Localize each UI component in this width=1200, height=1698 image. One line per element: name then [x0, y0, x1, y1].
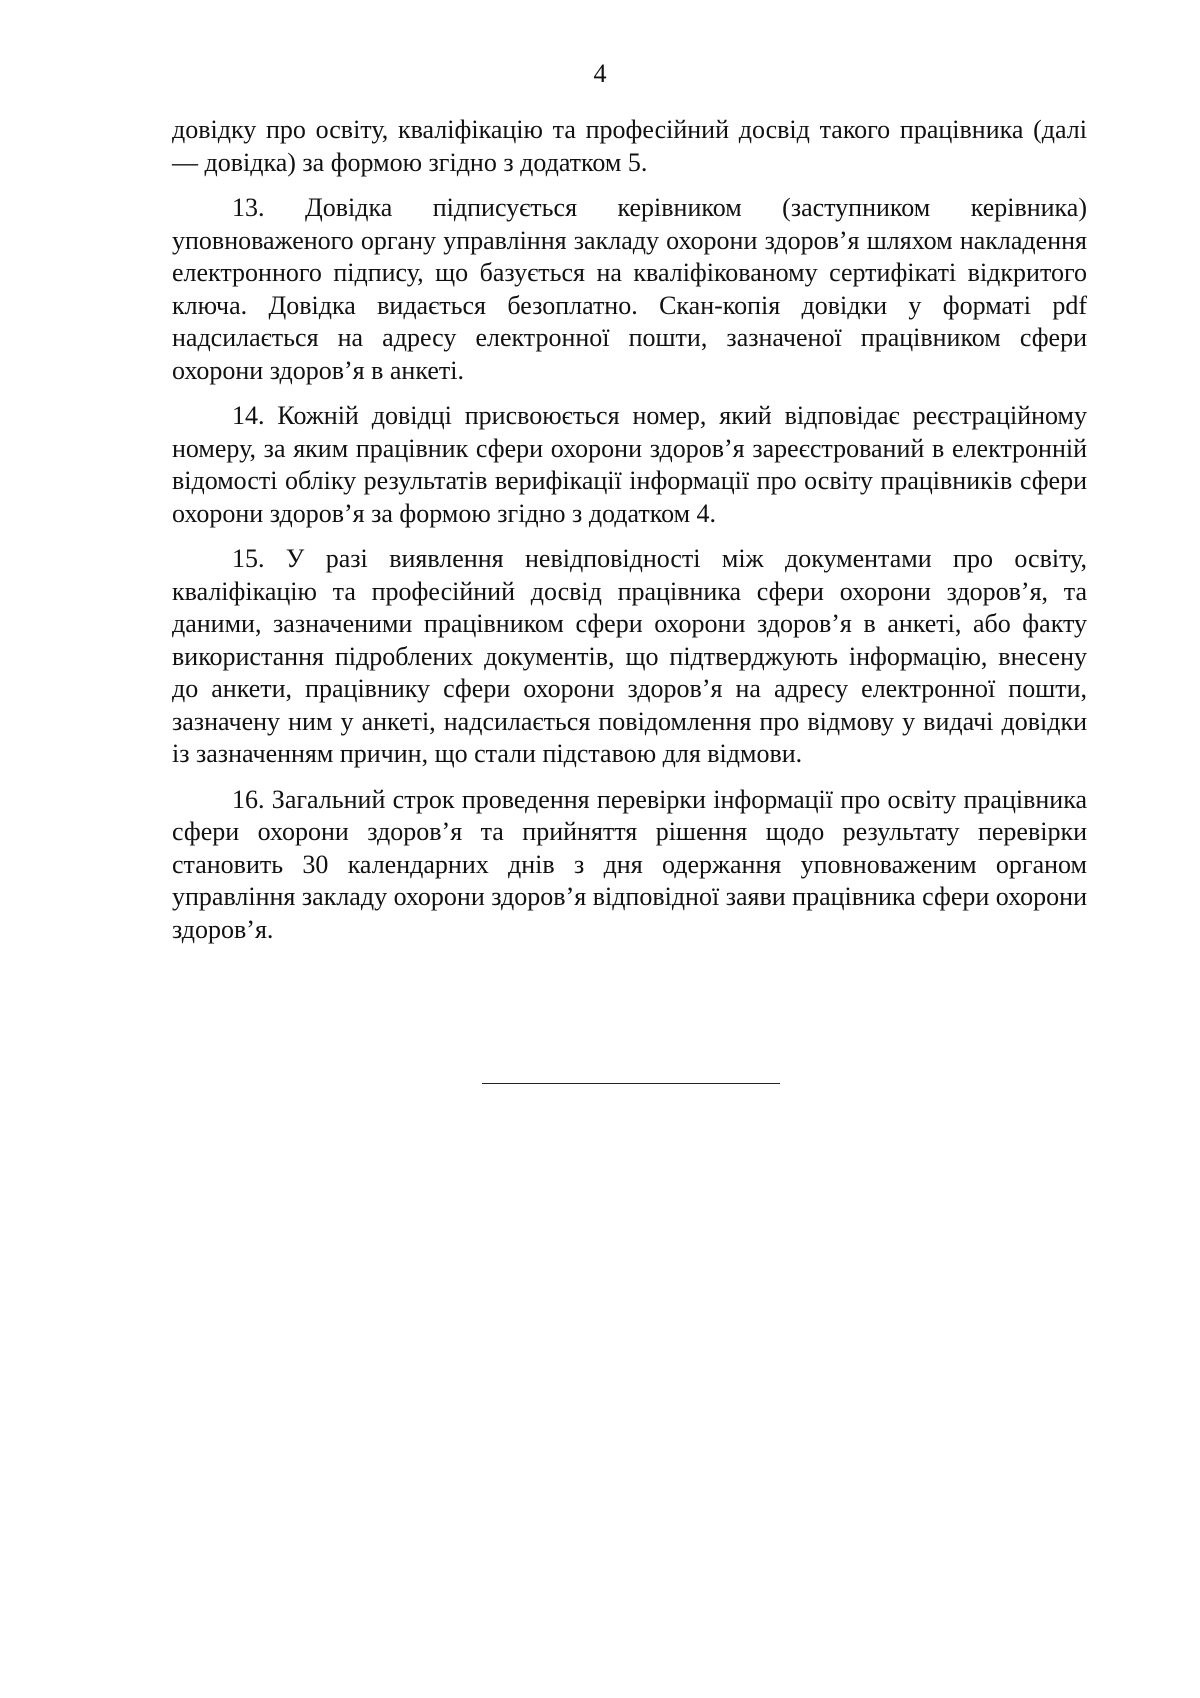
end-of-document-rule	[482, 1083, 780, 1084]
document-body	[172, 114, 1087, 959]
page-number: 4	[593, 59, 607, 88]
paragraph-item-14: 14. Кожній довідці присвоюється номер, який відповідає реєстраційному номеру, за яким працівник сфери охорони здоров’я зареєстрований в електронній відомості обліку результатів верифікації інформації про освіту працівників сфери охорони здоров’я за формою згідно з додатком 4.	[172, 401, 1087, 528]
paragraph-item-16: 16. Загальний строк проведення перевірки інформації про освіту працівника сфери охорони здоров’я та прийняття рішення щодо результату перевірки становить 30 календарних днів з дня одержання уповноваженим органом управління закладу охорони здоров’я відповідної заяви працівника сфери охорони здоров’я.	[172, 784, 1087, 944]
paragraph-item-13: 13. Довідка підписується керівником (заступником керівника) уповноваженого органу управління закладу охорони здоров’я шляхом накладення електронного підпису, що базується на кваліфікованому сертифікаті відкритого ключа. Довідка видається безоплатно. Скан-копія довідки у форматі pdf надсилається на адресу електронної пошти, зазначеної працівником сфери охорони здоров’я в анкеті.	[172, 193, 1087, 385]
paragraph-item-15: 15. У разі виявлення невідповідності між документами про освіту, кваліфікацію та професійний досвід працівника сфери охорони здоров’я, та даними, зазначеними працівником сфери охорони здоров’я в анкеті, або факту використання підроблених документів, що підтверджують інформацію, внесену до анкети, працівнику сфери охорони здоров’я на адресу електронної пошти, зазначену ним у анкеті, надсилається повідомлення про відмову у видачі довідки із зазначенням причин, що стали підставою для відмови.	[172, 544, 1087, 768]
paragraph-continuation: довідку про освіту, кваліфікацію та професійний досвід такого працівника (далі — довідка) за формою згідно з додатком 5.	[172, 115, 1087, 177]
